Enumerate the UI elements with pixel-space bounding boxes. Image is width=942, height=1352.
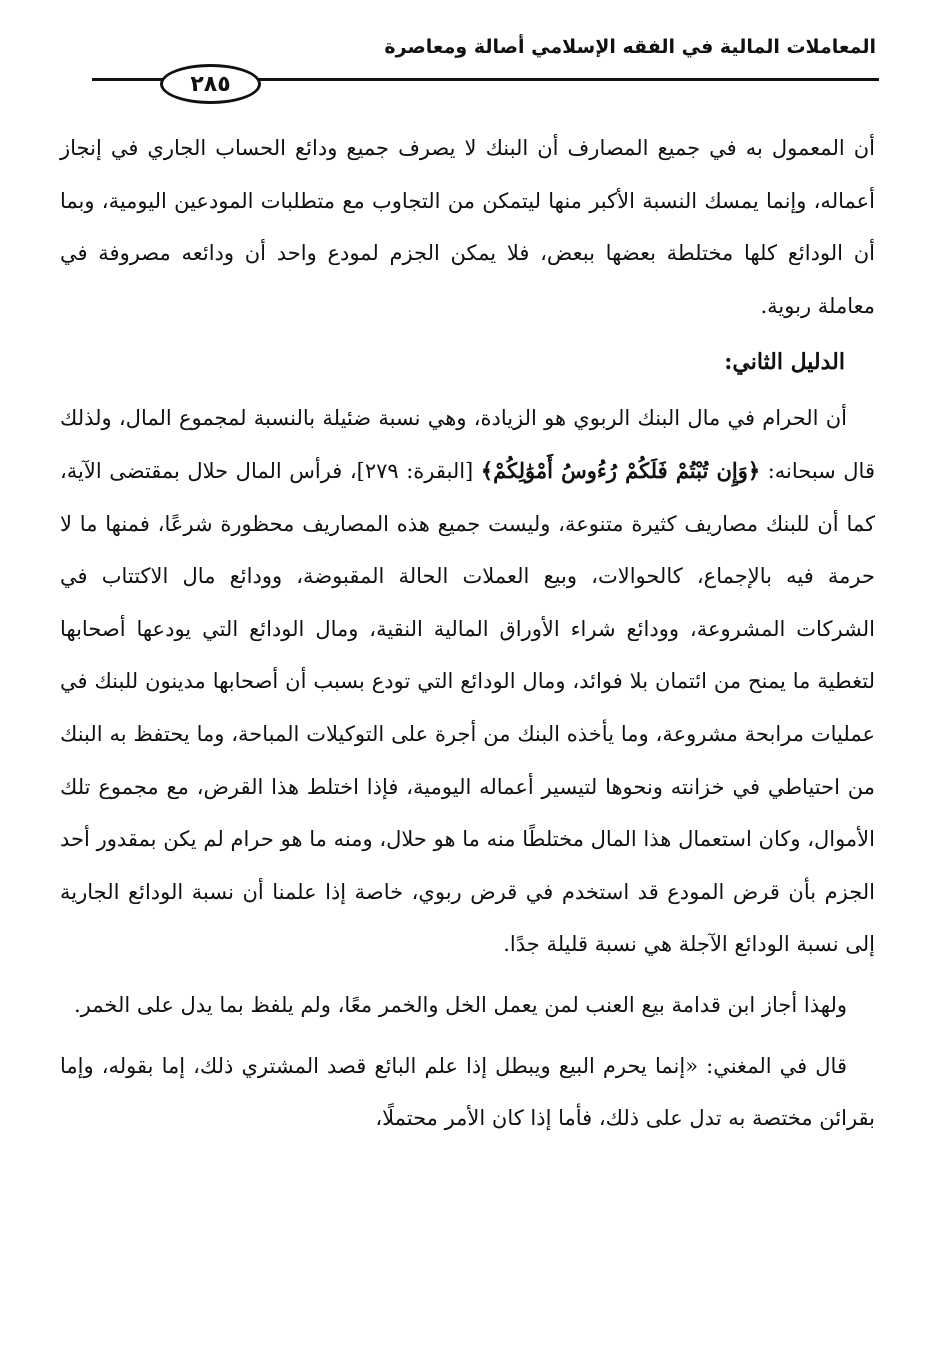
quran-verse: ﴿وَإِن تُبْتُمْ فَلَكُمْ رُءُوسُ أَمْوَٰلِكُمْ﴾ [480,457,761,483]
paragraph-2-text: أن الحرام في مال البنك الربوي هو الزيادة، وهي نسبة ضئيلة بالنسبة لمجموع المال، ولذلك قال سبحانه: [60,406,875,483]
paragraph-2-text-continued: [البقرة: ٢٧٩]، فرأس المال حلال بمقتضى الآية، كما أن للبنك مصاريف كثيرة متنوعة، وليست جميع هذه المصاريف محظورة شرعًا، فمنها ما لا حرمة فيه بالإجماع، كالحوالات، وبيع العملات الحالة المقبوضة، وودائع مال الاكتتاب في الشركات المشروعة، وودائع شراء الأوراق المالية النقية، ومال الودائع التي يودعها أصحابها لتغطية ما يمنح من ائتمان بلا فوائد، ومال الودائع التي تودع بسبب أن أصحابها مدينون للبنك في عمليات مرابحة مشروعة، وما يأخذه البنك من أجرة على التوكيلات المباحة، وما يحتفظ به البنك من احتياطي في خزانته ونحوها لتيسير أعماله اليومية، فإذا اختلط هذا القرض، مع مجموع تلك الأموال، وكان استعمال هذا المال مختلطًا منه ما هو حلال، ومنه ما هو حرام لم يكن بمقدور أحد الجزم بأن قرض المودع قد استخدم في قرض ربوي، خاصة إذا علمنا أن نسبة الودائع الجارية إلى نسبة الودائع الآجلة هي نسبة قليلة جدًا. [60,458,875,957]
paragraph-1: أن المعمول به في جميع المصارف أن البنك لا يصرف جميع ودائع الحساب الجاري في إنجاز أعماله، وإنما يمسك النسبة الأكبر منها ليتمكن من التجاوب مع متطلبات المودعين اليومية، وبما أن الودائع كلها مختلطة بعضها ببعض، فلا يمكن الجزم لمودع واحد أن ودائعه مصروفة في معاملة ربوية. [60,136,876,318]
page-header [0,0,942,100]
paragraph-4: قال في المغني: «إنما يحرم البيع ويبطل إذا علم البائع قصد المشتري ذلك، إما بقوله، وإما بقرائن مختصة به تدل على ذلك، فأما إذا كان الأمر محتملًا، [60,1053,875,1131]
page-number: ٢٨٥ [160,64,261,104]
running-title: المعاملات المالية في الفقه الإسلامي أصالة ومعاصرة [384,36,876,58]
section-heading: الدليل الثاني: [724,349,845,376]
page-body [60,122,875,1145]
paragraph-2 [60,392,875,971]
paragraph-3: ولهذا أجاز ابن قدامة بيع العنب لمن يعمل الخل والخمر معًا، ولم يلفظ بما يدل على الخمر. [74,992,847,1017]
